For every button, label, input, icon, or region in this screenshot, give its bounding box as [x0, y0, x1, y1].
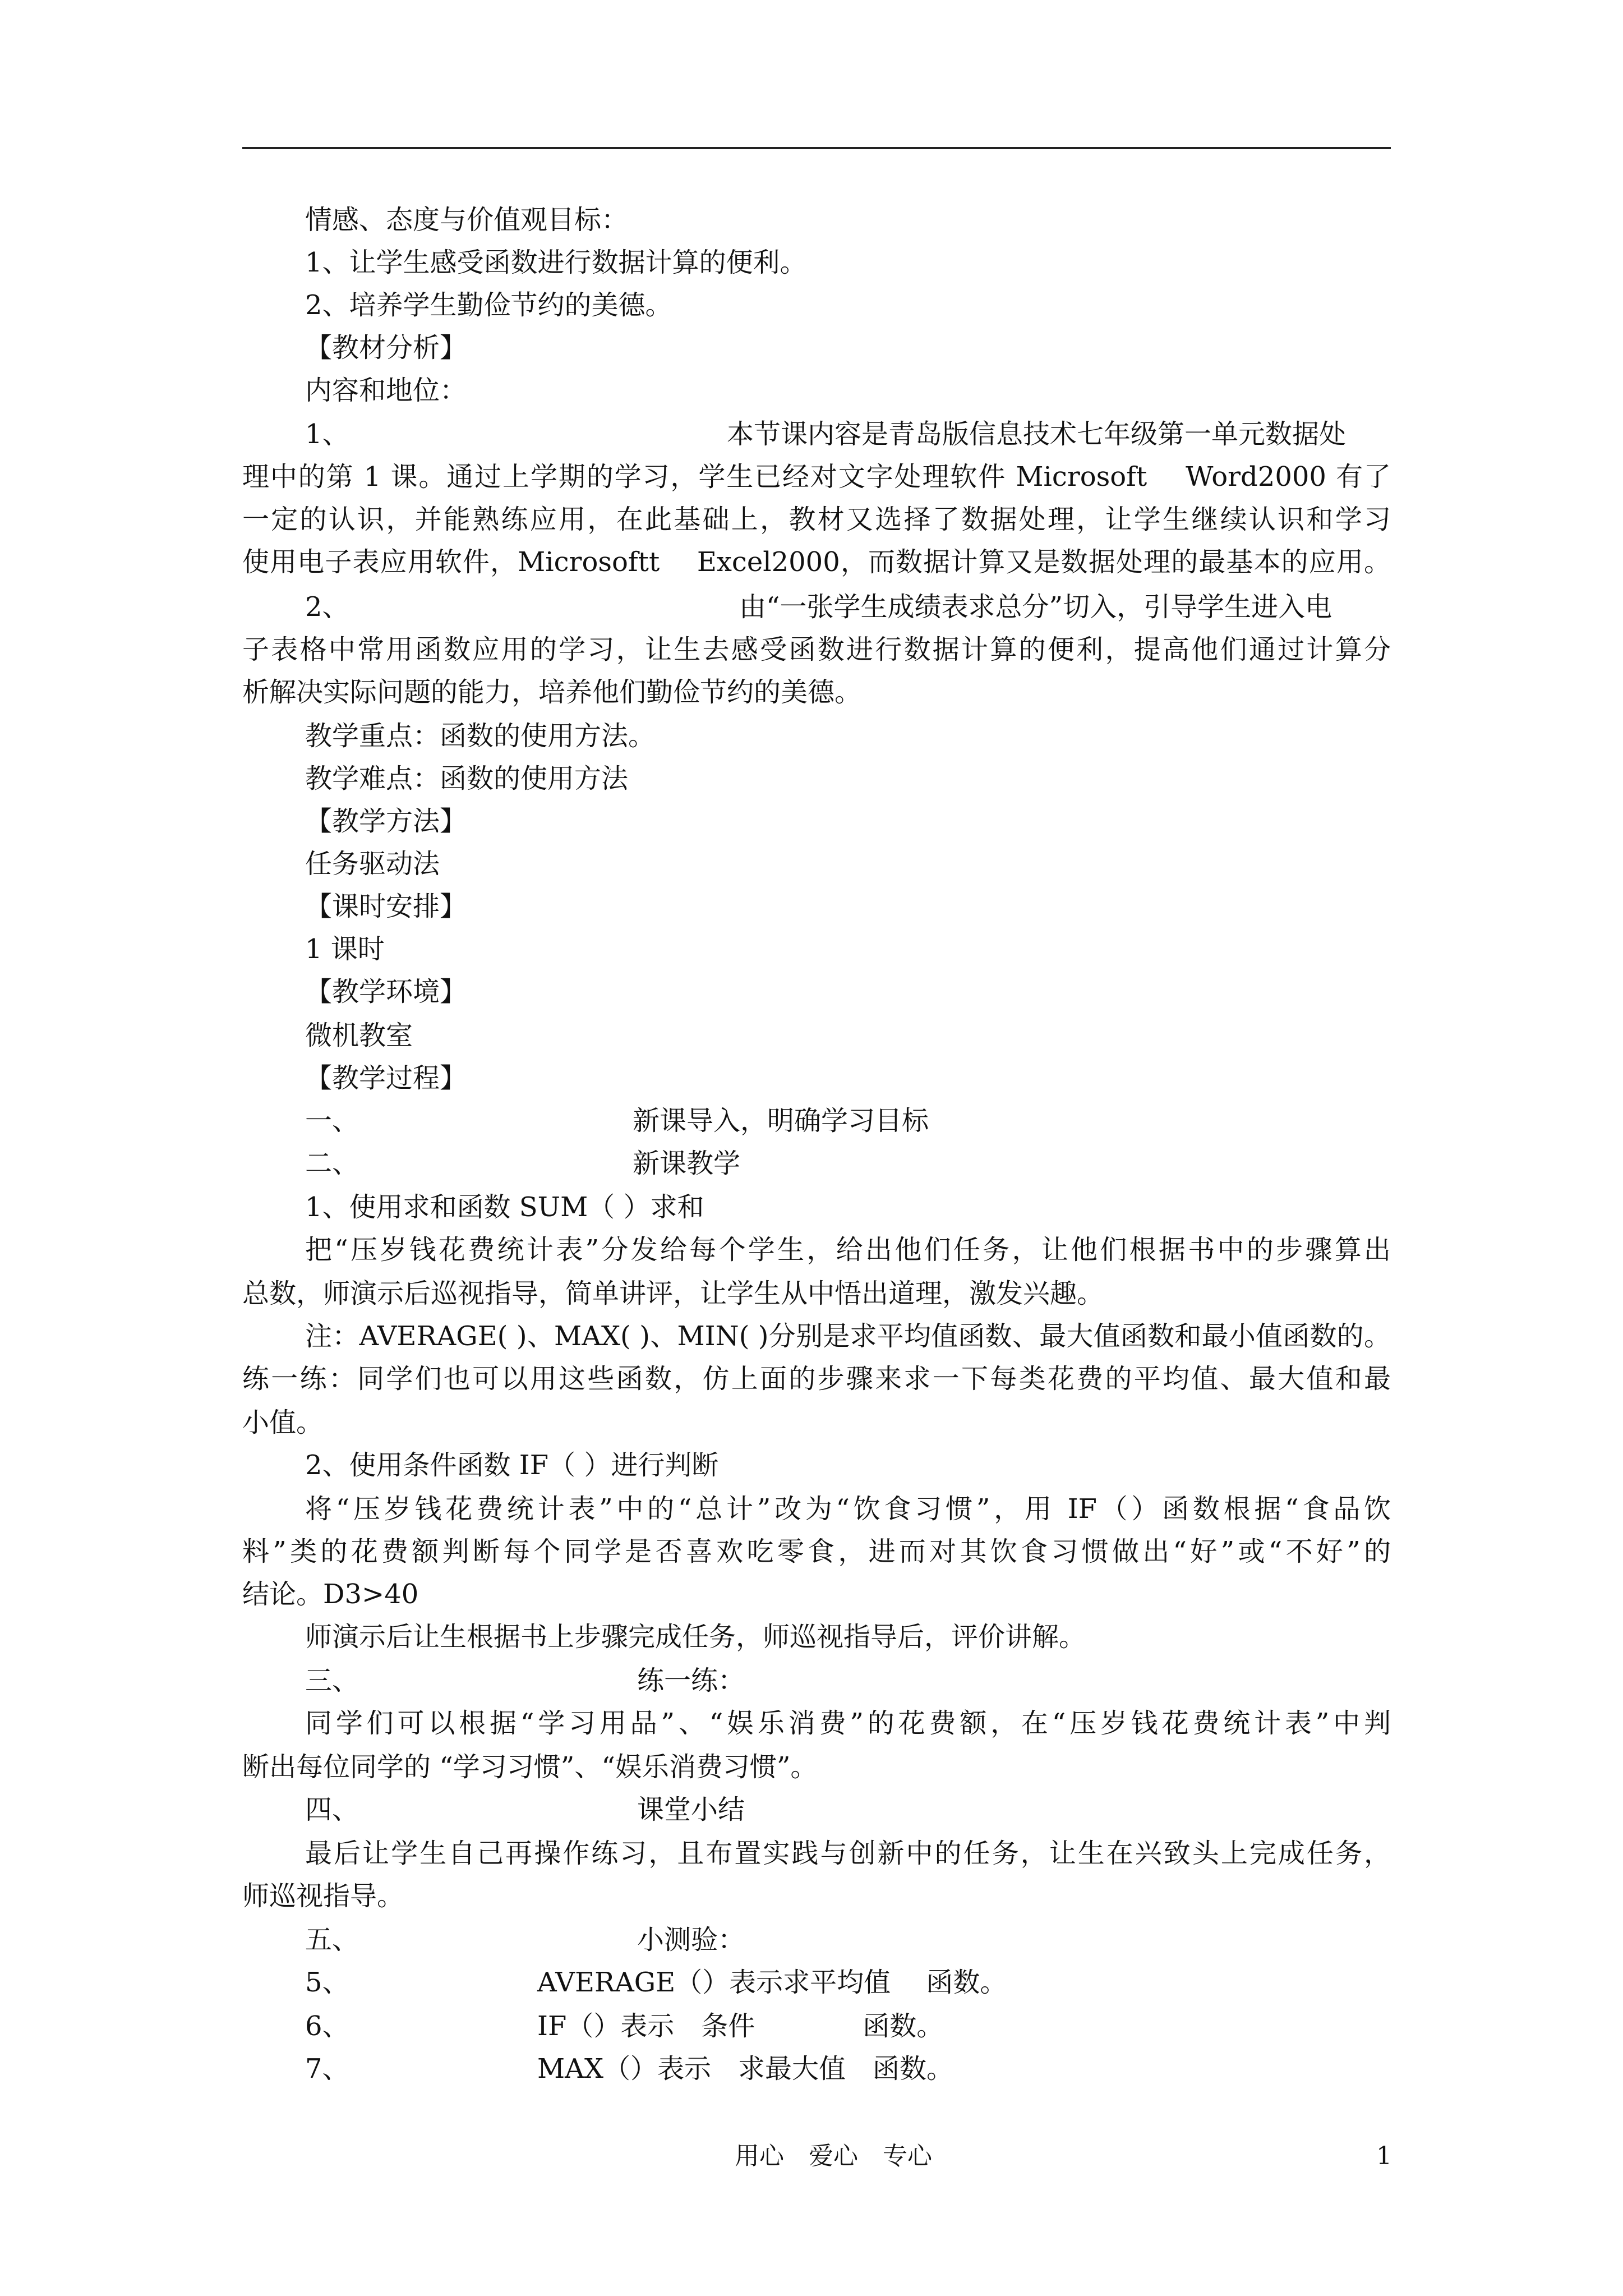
text-line: 课堂小结 [637, 1794, 745, 1825]
text-line: 新课导入，明确学习目标 [633, 1105, 929, 1137]
section-heading: 【教学方法】 [305, 806, 467, 837]
text-line: 总数，师演示后巡视指导，简单讲评，让学生从中悟出道理，激发兴趣。 [242, 1278, 1104, 1309]
text-line: 师演示后让生根据书上步骤完成任务，师巡视指导后，评价讲解。 [305, 1621, 1086, 1653]
text-line: 一定的认识，并能熟练应用，在此基础上，教材又选择了数据处理，让学生继续认识和学习 [242, 504, 1391, 535]
text-line: 析解决实际问题的能力，培养他们勤俭节约的美德。 [242, 677, 862, 708]
list-number: 三、 [305, 1665, 359, 1696]
section-heading: 【教材分析】 [305, 332, 467, 364]
header-rule [242, 147, 1391, 149]
text-line: 把“压岁钱花费统计表”分发给每个学生，给出他们任务，让他们根据书中的步骤算出 [305, 1234, 1391, 1266]
text-line: 情感、态度与价值观目标： [305, 204, 629, 236]
text-line: 理中的第 1 课。通过上学期的学习，学生已经对文字处理软件 Microsoft Word2000 有了 [242, 461, 1391, 493]
text-line: 最后让学生自己再操作练习，且布置实践与创新中的任务，让生在兴致头上完成任务， [305, 1838, 1391, 1869]
text-line: 同学们可以根据“学习用品”、“娱乐消费”的花费额，在“压岁钱花费统计表”中判 [305, 1708, 1391, 1739]
list-number: 2、 [305, 591, 349, 623]
text-line: 教学难点：函数的使用方法 [305, 763, 629, 794]
text-line: 练一练： [637, 1665, 745, 1696]
section-heading: 【教学过程】 [305, 1062, 467, 1094]
text-line: 师巡视指导。 [242, 1880, 404, 1912]
text-line: AVERAGE（）表示求平均值 函数。 [537, 1967, 1007, 1998]
list-number: 5、 [305, 1967, 349, 1998]
text-line: MAX（）表示 求最大值 函数。 [537, 2053, 953, 2085]
list-number: 一、 [305, 1105, 359, 1137]
text-line: 结论。D3>40 [242, 1579, 419, 1610]
text-line: 1、使用求和函数 SUM（ ）求和 [305, 1191, 704, 1223]
text-line: 练一练：同学们也可以用这些函数，仿上面的步骤来求一下每类花费的平均值、最大值和最 [242, 1363, 1391, 1395]
section-heading: 【教学环境】 [305, 976, 467, 1007]
text-line: 微机教室 [305, 1020, 413, 1051]
text-line: 任务驱动法 [305, 848, 440, 880]
list-number: 二、 [305, 1148, 359, 1179]
text-line: 子表格中常用函数应用的学习，让生去感受函数进行数据计算的便利，提高他们通过计算分 [242, 634, 1391, 665]
text-line: 1 课时 [305, 933, 385, 965]
text-line: 由“一张学生成绩表求总分”切入，引导学生进入电 [739, 591, 1332, 623]
text-line: 断出每位同学的 “学习习惯”、“娱乐消费习惯”。 [242, 1751, 818, 1783]
list-number: 6、 [305, 2010, 349, 2042]
text-line: 将“压岁钱花费统计表”中的“总计”改为“饮食习惯”，用 IF（）函数根据“食品饮 [305, 1493, 1391, 1525]
text-line: 新课教学 [633, 1148, 741, 1179]
section-heading: 【课时安排】 [305, 891, 467, 922]
text-line: IF（）表示 条件 函数。 [537, 2010, 944, 2042]
text-line: 料”类的花费额判断每个同学是否喜欢吃零食，进而对其饮食习惯做出“好”或“不好”的 [242, 1536, 1391, 1567]
text-line: 1、让学生感受函数进行数据计算的便利。 [305, 247, 807, 278]
list-number: 四、 [305, 1794, 359, 1825]
text-line: 2、培养学生勤俭节约的美德。 [305, 289, 672, 321]
footer-motto: 用心 爱心 专心 [735, 2142, 932, 2170]
text-line: 小值。 [242, 1407, 324, 1438]
text-line: 教学重点：函数的使用方法。 [305, 720, 656, 752]
page-number: 1 [1376, 2142, 1392, 2170]
text-line: 2、使用条件函数 IF（ ）进行判断 [305, 1450, 719, 1481]
text-line: 本节课内容是青岛版信息技术七年级第一单元数据处 [727, 418, 1347, 450]
text-line: 注：AVERAGE( )、MAX( )、MIN( )分别是求平均值函数、最大值函数和最小值函数的。 [305, 1320, 1391, 1352]
text-line: 小测验： [637, 1924, 745, 1955]
text-line: 使用电子表应用软件，Microsoftt Excel2000，而数据计算又是数据处理的最基本的应用。 [242, 546, 1391, 578]
text-line: 内容和地位： [305, 375, 467, 406]
list-number: 7、 [305, 2053, 349, 2085]
list-number: 五、 [305, 1924, 359, 1955]
list-number: 1、 [305, 418, 349, 450]
